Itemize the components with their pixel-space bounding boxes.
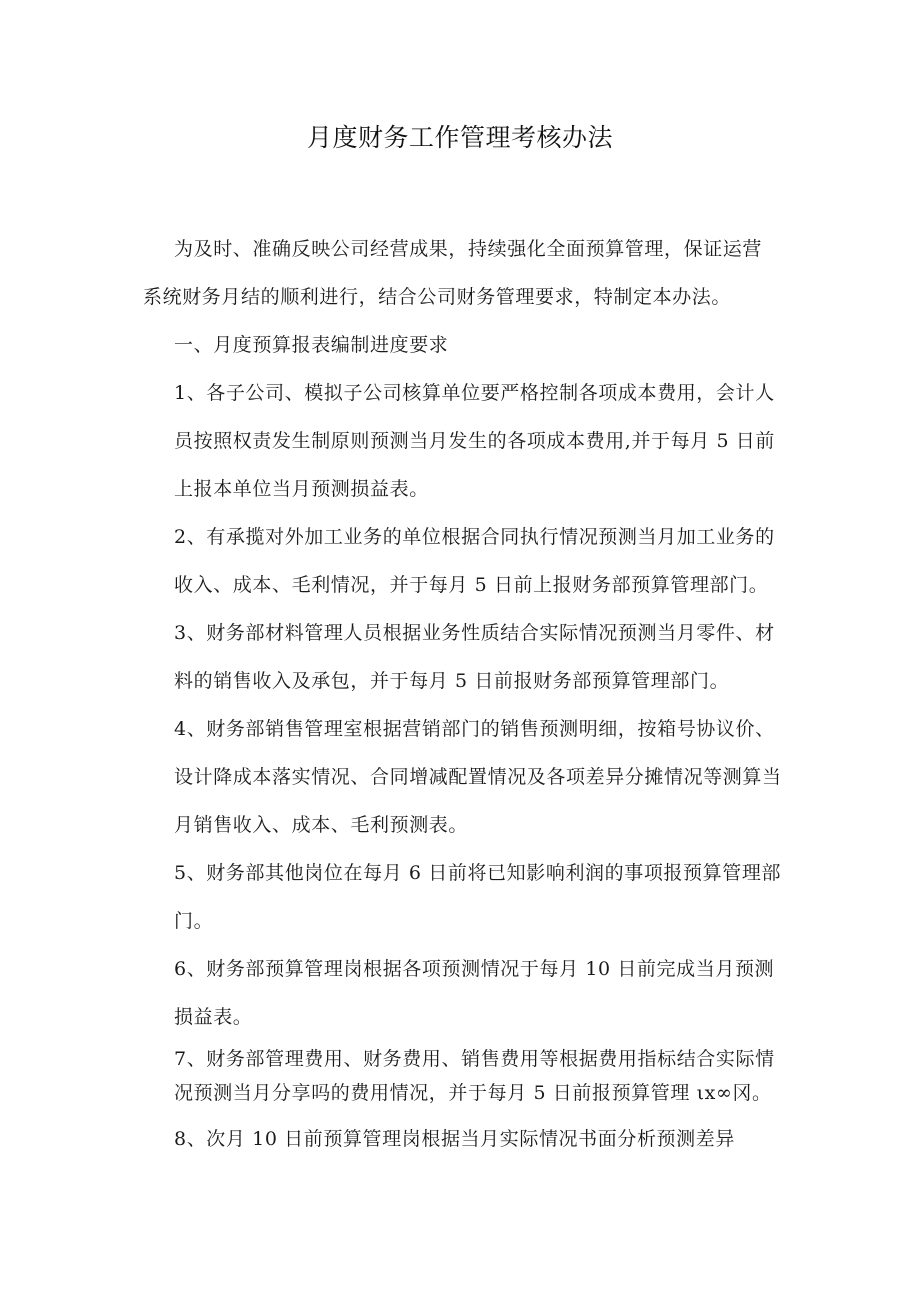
paragraph-line: 3、财务部材料管理人员根据业务性质结合实际情况预测当月零件、材	[174, 622, 775, 644]
document-title: 月度财务工作管理考核办法	[306, 123, 613, 152]
paragraph-line: 1、各子公司、模拟子公司核算单位要严格控制各项成本费用，会计人	[174, 382, 775, 404]
paragraph-line: 为及时、准确反映公司经营成果，持续强化全面预算管理，保证运营	[174, 238, 763, 260]
paragraph-line: 4、财务部销售管理室根据营销部门的销售预测明细，按箱号协议价、	[174, 718, 775, 740]
paragraph-line: 收入、成本、毛利情况，并于每月 5 日前上报财务部预算管理部门。	[174, 574, 769, 596]
paragraph-line: 5、财务部其他岗位在每月 6 日前将已知影响利润的事项报预算管理部	[174, 862, 782, 884]
section-heading: 一、月度预算报表编制进度要求	[174, 334, 449, 356]
paragraph-line: 6、财务部预算管理岗根据各项预测情况于每月 10 日前完成当月预测	[174, 958, 775, 980]
paragraph-line: 7、财务部管理费用、财务费用、销售费用等根据费用指标结合实际情	[174, 1048, 775, 1070]
paragraph-line: 2、有承揽对外加工业务的单位根据合同执行情况预测当月加工业务的	[174, 526, 775, 548]
paragraph-line: 员按照权责发生制原则预测当月发生的各项成本费用,并于每月 5 日前	[174, 430, 776, 452]
paragraph-line: 上报本单位当月预测损益表。	[174, 478, 429, 500]
paragraph-line: 8、次月 10 日前预算管理岗根据当月实际情况书面分析预测差异	[174, 1128, 735, 1150]
paragraph-line: 损益表。	[174, 1006, 253, 1028]
paragraph-line: 门。	[174, 910, 214, 932]
paragraph-line: 设计降成本落实情况、合同增减配置情况及各项差异分摊情况等测算当	[174, 766, 782, 788]
paragraph-line: 况预测当月分享吗的费用情况，并于每月 5 日前报预算管理 ιx∞冈。	[174, 1082, 772, 1104]
paragraph-line: 料的销售收入及承包，并于每月 5 日前报财务部预算管理部门。	[174, 670, 730, 692]
paragraph-line: 系统财务月结的顺利进行，结合公司财务管理要求，特制定本办法。	[143, 286, 732, 308]
paragraph-line: 月销售收入、成本、毛利预测表。	[174, 814, 469, 836]
